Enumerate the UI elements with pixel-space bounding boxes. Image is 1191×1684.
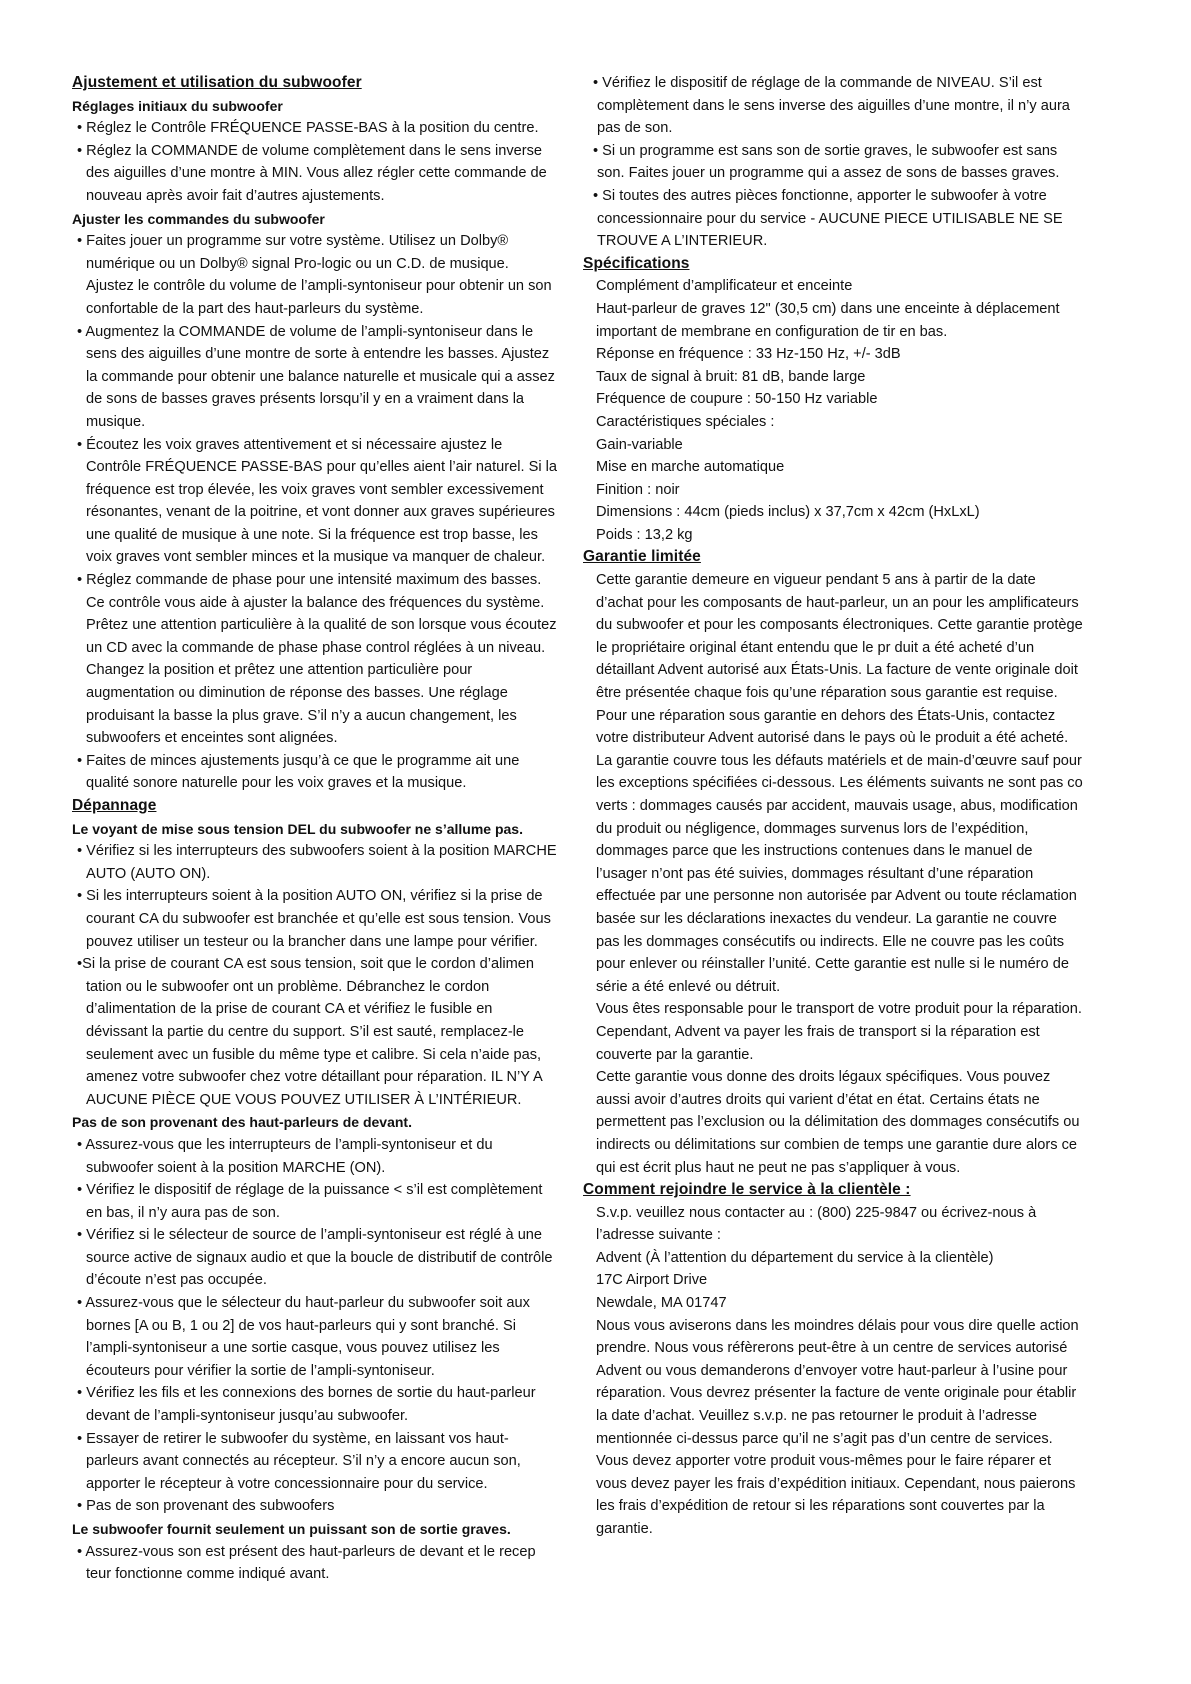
paragraph: Cette garantie vous donne des droits légaux spécifiques. Vous pouvez aussi avoir d’autres droits qui varient d’état en état. Certains états ne permettent pas l’exclusion ou la délimitation des dommages consécutifs ou indirects ou délimitations sur combien de temps une garantie dure alors ce qui est écrit plus haut ne peut ne pas s’appliquer à vous. bbox=[596, 1069, 1080, 1176]
section-heading: Spécifications bbox=[583, 254, 690, 272]
bullet-item: • Si les interrupteurs soient à la position AUTO ON, vérifiez si la prise de courant CA du subwoofer est branchée et qu’elle est sous tension. Vous pouvez utiliser un testeur ou la brancher dans une lampe pour vérifier. bbox=[77, 888, 551, 950]
paragraph: Fréquence de coupure : 50-150 Hz variable bbox=[596, 391, 878, 408]
bullet-item: • Faites de minces ajustements jusqu’à ce que le programme ait une qualité sonore naturelle pour les voix graves et la musique. bbox=[77, 752, 520, 792]
subheading: Le subwoofer fournit seulement un puissant son de sortie graves. bbox=[72, 1521, 511, 1537]
paragraph: Mise en marche automatique bbox=[596, 459, 785, 476]
section-heading: Dépannage bbox=[72, 797, 157, 814]
paragraph: Poids : 13,2 kg bbox=[596, 526, 693, 543]
paragraph: Newdale, MA 01747 bbox=[596, 1295, 727, 1312]
bullet-item: • Vérifiez si le sélecteur de source de l’ampli-syntoniseur est réglé à une source active de signaux audio et que la boucle de distributif de contrôle d’écoute n’est pas occupée. bbox=[77, 1227, 553, 1289]
bullet-item: • Assurez-vous que les interrupteurs de l’ampli-syntoniseur et du subwoofer soient à la position MARCHE (ON). bbox=[77, 1136, 493, 1176]
paragraph: Complément d’amplificateur et enceinte bbox=[596, 278, 853, 295]
bullet-item: • Vérifiez le dispositif de réglage de la puissance < s’il est complètement en bas, il n’y aura pas de son. bbox=[77, 1182, 543, 1221]
subheading: Ajuster les commandes du subwoofer bbox=[72, 210, 325, 227]
paragraph: Caractéristiques spéciales : bbox=[596, 413, 775, 430]
section-heading: Comment rejoindre le service à la clientèle : bbox=[583, 1181, 911, 1199]
section-heading: Garantie limitée bbox=[583, 548, 701, 566]
bullet-item: • Si un programme est sans son de sortie graves, le subwoofer est sans son. Faites jouer un programme qui a assez de sons de basses graves. bbox=[593, 142, 1060, 182]
left-column bbox=[72, 72, 558, 1586]
paragraph: Réponse en fréquence : 33 Hz-150 Hz, +/- 3dB bbox=[596, 346, 901, 363]
bullet-item: • Assurez-vous que le sélecteur du haut-parleur du subwoofer soit aux bornes [A ou B, 1 ou 2] de vos haut-parleurs qui y sont branché. Si l’ampli-syntoniseur a une sortie casque, vous pouvez utilisez les écouteurs pour vérifier la sortie de l’ampli-syntoniseur. bbox=[77, 1295, 530, 1379]
section-heading: Ajustement et utilisation du subwoofer bbox=[72, 74, 362, 91]
paragraph: Vous êtes responsable pour le transport de votre produit pour la réparation. Cependant, Advent va payer les frais de transport si la réparation est couverte par la garantie. bbox=[596, 1001, 1082, 1063]
bullet-item: • Si toutes des autres pièces fonctionne, apporter le subwoofer à votre concessionnaire pour du service - AUCUNE PIECE UTILISABLE NE SE TROUVE A L’INTERIEUR. bbox=[593, 187, 1063, 250]
bullet-item: • Augmentez la COMMANDE de volume de l’ampli-syntoniseur dans le sens des aiguilles d’une montre de sorte à entendre les basses. Ajustez la commande pour obtenir une balance naturelle et musicale qui a assez de sons de basses graves présents lorsqu’il y en a vraiment dans la musique. bbox=[77, 323, 555, 430]
paragraph: Taux de signal à bruit: 81 dB, bande large bbox=[596, 368, 866, 385]
bullet-item: • Assurez-vous son est présent des haut-parleurs de devant et le recep teur fonctionne comme indiqué avant. bbox=[77, 1543, 536, 1583]
paragraph: Haut-parleur de graves 12" (30,5 cm) dans une enceinte à déplacement important de membrane en configuration de tir en bas. bbox=[596, 300, 1060, 340]
bullet-item: • Vérifiez les fils et les connexions des bornes de sortie du haut-parleur devant de l’ampli-syntoniseur jusqu’au subwoofer. bbox=[77, 1385, 536, 1425]
paragraph: Dimensions : 44cm (pieds inclus) x 37,7cm x 42cm (HxLxL) bbox=[596, 504, 980, 521]
paragraph: Gain-variable bbox=[596, 436, 683, 453]
paragraph: S.v.p. veuillez nous contacter au : (800) 225-9847 ou écrivez-nous à l’adresse suivante : bbox=[596, 1204, 1037, 1244]
bullet-item: • Essayer de retirer le subwoofer du système, en laissant vos haut-parleurs avant connectés au récepteur. S’il n’y a encore aucun son, apporter le récepteur à votre concessionnaire pour du service. bbox=[77, 1430, 521, 1492]
subheading: Le voyant de mise sous tension DEL du subwoofer ne s’allume pas. bbox=[72, 820, 523, 837]
bullet-item: • Écoutez les voix graves attentivement et si nécessaire ajustez le Contrôle FRÉQUENCE PASSE-BAS pour qu’elles aient l’air naturel. Si la fréquence est trop élevée, les voix graves vont sembler excessivement résonantes, venant de la poitrine, et vont donner aux graves supérieures une qualité de musique à une note. Si la fréquence est trop basse, les voix graves vont sembler minces et la musique va manquer de chaleur. bbox=[77, 436, 557, 566]
bullet-item: • Faites jouer un programme sur votre système. Utilisez un Dolby® numérique ou un Dolby® signal Pro-logic ou un C.D. de musique. Ajustez le contrôle du volume de l’ampli-syntoniseur pour obtenir un son confortable de la part des haut-parleurs du système. bbox=[77, 233, 552, 317]
paragraph: Advent (À l’attention du département du service à la clientèle) bbox=[596, 1249, 994, 1266]
paragraph: 17C Airport Drive bbox=[596, 1272, 708, 1289]
bullet-item: • Réglez la COMMANDE de volume complètement dans le sens inverse des aiguilles d’une montre à MIN. Vous allez régler cette commande de nouveau après avoir fait d’autres ajustements. bbox=[77, 142, 547, 204]
paragraph: Finition : noir bbox=[596, 481, 680, 498]
subheading: Pas de son provenant des haut-parleurs de devant. bbox=[72, 1114, 412, 1131]
bullet-item: •Si la prise de courant CA est sous tension, soit que le cordon d’alimen tation ou le subwoofer ont un problème. Débranchez le cordon d’alimentation de la prise de courant CA et vérifiez le fusible en dévissant la partie du centre du support. S’il est sauté, remplacez-le seulement avec un fusible du même type et calibre. Si cela n’aide pas, amenez votre subwoofer chez votre détaillant pour réparation. IL N’Y A AUCUNE PIÈCE QUE VOUS POUVEZ UTILISER À L’INTÉRIEUR. bbox=[77, 956, 542, 1108]
subheading: Réglages initiaux du subwoofer bbox=[72, 97, 283, 114]
bullet-item: • Réglez le Contrôle FRÉQUENCE PASSE-BAS à la position du centre. bbox=[77, 120, 539, 137]
bullet-item: • Réglez commande de phase pour une intensité maximum des basses. Ce contrôle vous aide à ajuster la balance des fréquences du système. Prêtez une attention particulière à la qualité de son lorsque vous écoutez un CD avec la commande de phase phase control réglées à un niveau. Changez la position et prêtez une attention particulière pour augmentation ou diminution de réponse des basses. Une réglage produisant la basse la plus grave. S’il n’y a aucun changement, les subwoofers et enceintes sont alignées. bbox=[77, 572, 557, 747]
paragraph: Cette garantie demeure en vigueur pendant 5 ans à partir de la date d’achat pour les composants de haut-parleur, un an pour les amplificateurs du subwoofer et pour les composants électroniques. Cette garantie protège le propriétaire original étant entendu que le pr duit a été acheté d’un détaillant Advent autorisé aux États-Unis. La facture de vente originale doit être présentée chaque fois qu’une réparation sous garantie est requise. Pour une réparation sous garantie en dehors des États-Unis, contactez votre distributeur Advent autorisé dans le pays où le produit a été acheté. La garantie couvre tous les défauts matériels et de main-d’œuvre sauf pour les exceptions spécifiées ci-dessous. Les éléments suivants ne sont pas co verts : dommages causés par accident, mauvais usage, abus, modification du produit ou négligence, dommages survenus lors de l’expédition, dommages parce que les instructions contenues dans le manuel de l’usager n’ont pas été suivies, dommages résultant d’une réparation effectuée par une personne non autorisée par Advent ou toute réclamation basée sur les déclarations inexactes du vendeur. La garantie ne couvre pas les dommages consécutifs ou indirects. Elle ne couvre pas les coûts pour enlever ou réinstaller l’unité. Cette garantie est nulle si le numéro de série a été enlevé ou détruit. bbox=[596, 572, 1083, 995]
bullet-item: • Vérifiez si les interrupteurs des subwoofers soient à la position MARCHE AUTO (AUTO ON). bbox=[77, 843, 557, 882]
paragraph: Nous vous aviserons dans les moindres délais pour vous dire quelle action prendre. Nous vous réfèrerons peut-être à un centre de services autorisé Advent ou vous demanderons d’envoyer votre haut-parleur à l’usine pour réparation. Vous devrez présenter la facture de vente originale pour établir la date d’achat. Veuillez s.v.p. ne pas retourner le produit à l’adresse mentionnée ci-dessus parce qu’il ne s’agit pas d’un centre de services. Vous devez apporter votre produit vous-mêmes pour le faire réparer et vous devez payer les frais d’expédition initiaux. Cependant, nous paierons les frais d’expédition de retour si les réparations sont couvertes par la garantie. bbox=[596, 1317, 1079, 1537]
right-column bbox=[583, 72, 1083, 1541]
bullet-item: • Vérifiez le dispositif de réglage de la commande de NIVEAU. S’il est complètement dans le sens inverse des aiguilles d’une montre, il n’y aura pas de son. bbox=[593, 75, 1070, 137]
bullet-item: • Pas de son provenant des subwoofers bbox=[77, 1498, 335, 1515]
